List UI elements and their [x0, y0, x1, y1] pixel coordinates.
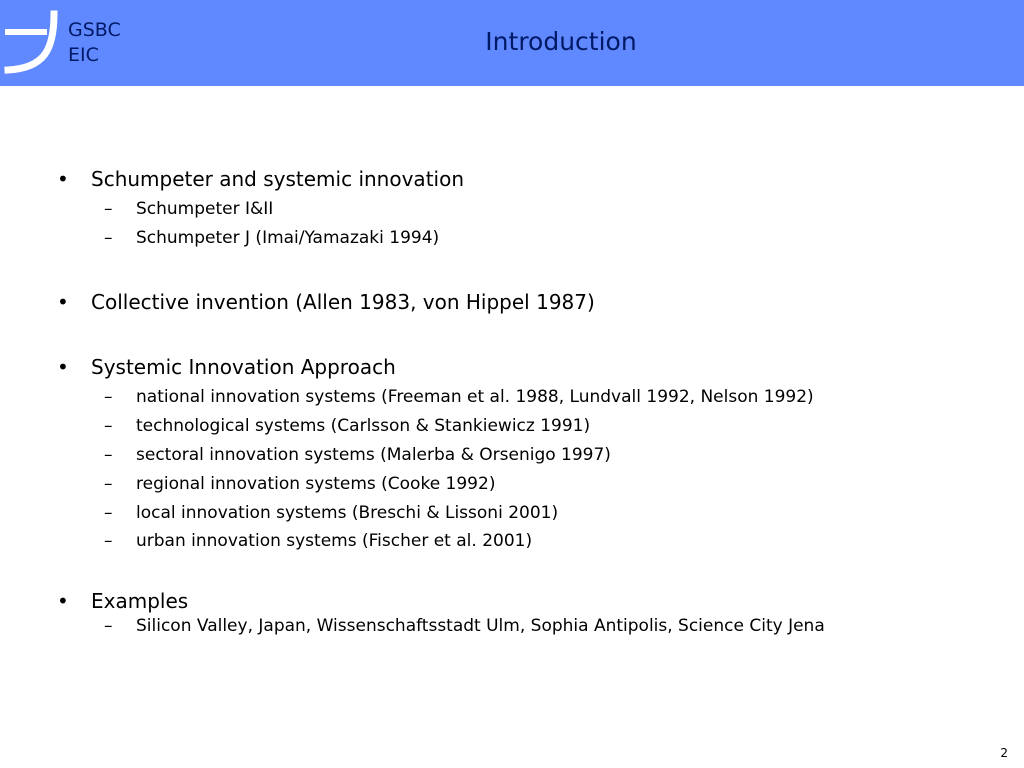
bullet-marker: • [57, 167, 69, 191]
sub-text: Silicon Valley, Japan, Wissenschaftsstadt Ulm, Sophia Antipolis, Science City Jena [136, 616, 825, 636]
sub-text: technological systems (Carlsson & Stankiewicz 1991) [136, 416, 591, 436]
bullet-text: Systemic Innovation Approach [91, 355, 396, 379]
sub-marker: – [104, 199, 113, 219]
bullet-text: Examples [91, 589, 189, 613]
sub-text: regional innovation systems (Cooke 1992) [136, 474, 496, 494]
slide-title: Introduction [485, 27, 637, 56]
sub-marker: – [104, 474, 113, 494]
sub-text: urban innovation systems (Fischer et al. 2001) [136, 531, 533, 551]
sub-text: national innovation systems (Freeman et al. 1988, Lundvall 1992, Nelson 1992) [136, 387, 814, 407]
sub-marker: – [104, 445, 113, 465]
logo-line-gsbc: GSBC [68, 19, 121, 41]
bullet-marker: • [57, 290, 69, 314]
page-number: 2 [1000, 746, 1008, 760]
sub-marker: – [104, 416, 113, 436]
sub-text: sectoral innovation systems (Malerba & Orsenigo 1997) [136, 445, 611, 465]
sub-marker: – [104, 616, 113, 636]
sub-text: Schumpeter J (Imai/Yamazaki 1994) [136, 228, 440, 248]
bullet-marker: • [57, 355, 69, 379]
sub-marker: – [104, 228, 113, 248]
sub-text: Schumpeter I&II [136, 199, 274, 219]
bullet-text: Schumpeter and systemic innovation [91, 167, 464, 191]
sub-marker: – [104, 387, 113, 407]
sub-marker: – [104, 531, 113, 551]
sub-marker: – [104, 503, 113, 523]
bullet-text: Collective invention (Allen 1983, von Hippel 1987) [91, 290, 595, 314]
sub-text: local innovation systems (Breschi & Lissoni 2001) [136, 503, 559, 523]
bullet-marker: • [57, 589, 69, 613]
logo-line-eic: EIC [68, 44, 99, 66]
